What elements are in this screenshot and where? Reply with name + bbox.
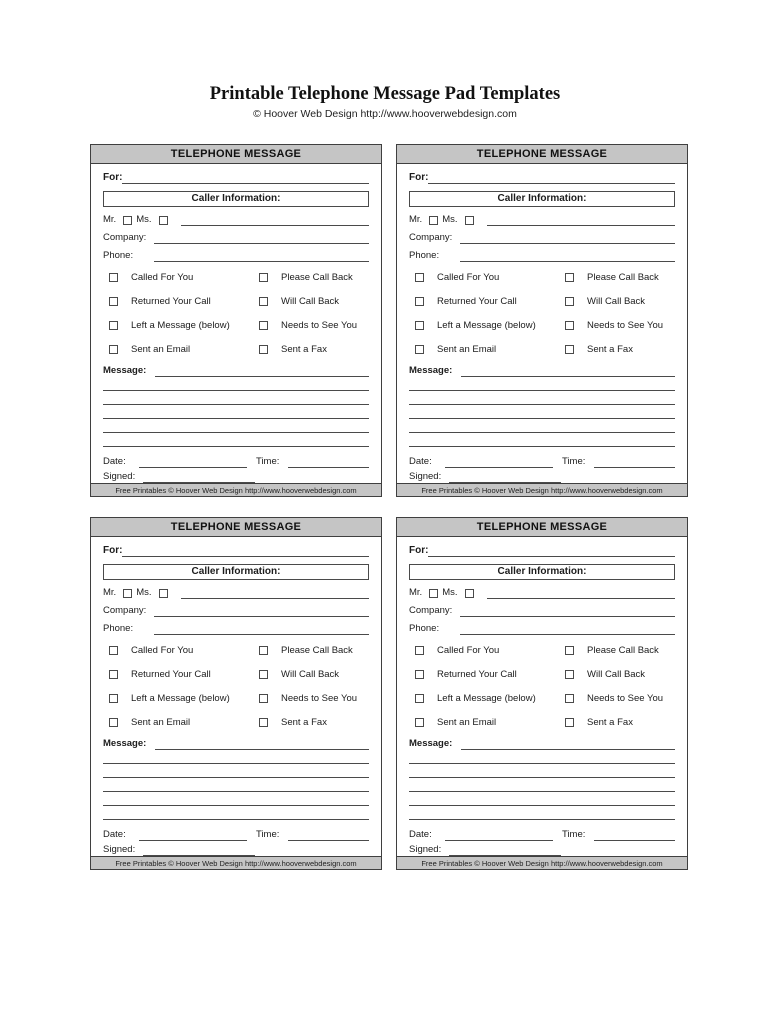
caller-name-blank-line — [487, 214, 675, 226]
form-header-bar — [397, 145, 687, 164]
mr-checkbox — [123, 589, 132, 598]
mr-label: Mr. — [409, 587, 423, 598]
sent-an-email-label: Sent an Email — [437, 344, 497, 355]
message-blank-line — [103, 778, 369, 792]
phone-label: Phone: — [409, 250, 440, 261]
returned-your-call-label: Returned Your Call — [131, 669, 211, 680]
checkbox-row — [409, 669, 675, 680]
forms-grid — [90, 144, 688, 870]
checkbox-options-group — [103, 645, 369, 728]
needs-to-see-you-checkbox — [259, 694, 268, 703]
for-label: For: — [103, 545, 123, 556]
checkbox-row — [409, 272, 675, 283]
form-footer-text: Free Printables © Hoover Web Design http://www.hooverwebdesign.com — [421, 858, 663, 868]
signed-label: Signed: — [409, 844, 442, 855]
caller-name-blank-line — [181, 214, 369, 226]
date-time-row — [103, 456, 369, 468]
message-label: Message: — [409, 365, 453, 376]
phone-label: Phone: — [103, 623, 134, 634]
company-blank-line — [460, 232, 675, 244]
date-blank-line — [445, 456, 553, 468]
form-footer-bar — [397, 483, 687, 496]
form-footer-bar — [91, 483, 381, 496]
form-header-title: TELEPHONE MESSAGE — [476, 148, 608, 160]
checkbox-row — [409, 693, 675, 704]
called-for-you-checkbox — [109, 273, 118, 282]
message-row — [409, 365, 675, 377]
time-label: Time: — [256, 829, 280, 840]
caller-name-blank-line — [487, 587, 675, 599]
message-blank-line — [461, 738, 675, 750]
called-for-you-label: Called For You — [437, 645, 500, 656]
checkbox-row — [103, 320, 369, 331]
please-call-back-checkbox — [259, 646, 268, 655]
ms-label: Ms. — [136, 214, 152, 225]
please-call-back-label: Please Call Back — [281, 645, 353, 656]
mr-label: Mr. — [103, 214, 117, 225]
signed-row — [409, 471, 675, 483]
company-row — [103, 232, 369, 244]
please-call-back-label: Please Call Back — [587, 272, 659, 283]
page-title: Printable Telephone Message Pad Templates — [209, 84, 561, 104]
please-call-back-label: Please Call Back — [587, 645, 659, 656]
signed-blank-line — [449, 471, 561, 483]
signed-label: Signed: — [409, 471, 442, 482]
checkbox-row — [409, 320, 675, 331]
message-label: Message: — [103, 738, 147, 749]
called-for-you-checkbox — [415, 273, 424, 282]
checkbox-row — [409, 645, 675, 656]
date-time-row — [409, 829, 675, 841]
called-for-you-label: Called For You — [131, 645, 194, 656]
message-blank-line — [409, 391, 675, 405]
form-footer-bar — [91, 856, 381, 869]
sent-an-email-label: Sent an Email — [131, 717, 191, 728]
ms-checkbox — [159, 589, 168, 598]
please-call-back-label: Please Call Back — [281, 272, 353, 283]
date-blank-line — [139, 456, 247, 468]
company-label: Company: — [409, 605, 453, 616]
date-blank-line — [445, 829, 553, 841]
message-blank-line — [409, 806, 675, 820]
checkbox-row — [409, 296, 675, 307]
called-for-you-checkbox — [109, 646, 118, 655]
sent-an-email-checkbox — [415, 718, 424, 727]
checkbox-row — [103, 645, 369, 656]
sent-an-email-checkbox — [109, 345, 118, 354]
returned-your-call-label: Returned Your Call — [131, 296, 211, 307]
left-a-message-checkbox — [415, 694, 424, 703]
checkbox-options-group — [409, 272, 675, 355]
needs-to-see-you-label: Needs to See You — [281, 693, 358, 704]
phone-blank-line — [154, 250, 369, 262]
caller-information-label: Caller Information: — [497, 566, 587, 577]
date-label: Date: — [409, 456, 432, 467]
form-footer-text: Free Printables © Hoover Web Design http://www.hooverwebdesign.com — [115, 485, 357, 495]
signed-row — [103, 844, 369, 856]
message-blank-line — [103, 377, 369, 391]
message-blank-line — [409, 792, 675, 806]
ms-label: Ms. — [442, 214, 458, 225]
form-header-title: TELEPHONE MESSAGE — [476, 521, 608, 533]
date-time-row — [103, 829, 369, 841]
message-row — [103, 738, 369, 750]
needs-to-see-you-checkbox — [565, 321, 574, 330]
time-blank-line — [288, 829, 369, 841]
time-blank-line — [594, 456, 675, 468]
form-header-bar — [91, 518, 381, 537]
ms-label: Ms. — [442, 587, 458, 598]
mr-checkbox — [429, 589, 438, 598]
message-label: Message: — [409, 738, 453, 749]
telephone-message-form — [396, 517, 688, 870]
sent-a-fax-checkbox — [259, 345, 268, 354]
telephone-message-form — [90, 144, 382, 497]
message-blank-line — [103, 792, 369, 806]
checkbox-row — [103, 272, 369, 283]
message-blank-line — [409, 419, 675, 433]
salutation-row — [409, 214, 675, 226]
returned-your-call-checkbox — [415, 670, 424, 679]
message-blank-line — [409, 433, 675, 447]
checkbox-row — [409, 717, 675, 728]
ms-label: Ms. — [136, 587, 152, 598]
checkbox-row — [103, 693, 369, 704]
mr-label: Mr. — [409, 214, 423, 225]
checkbox-options-group — [103, 272, 369, 355]
message-blank-line — [103, 391, 369, 405]
needs-to-see-you-checkbox — [565, 694, 574, 703]
returned-your-call-checkbox — [109, 297, 118, 306]
left-a-message-label: Left a Message (below) — [437, 693, 536, 704]
sent-a-fax-label: Sent a Fax — [281, 717, 327, 728]
phone-label: Phone: — [103, 250, 134, 261]
mr-checkbox — [123, 216, 132, 225]
phone-label: Phone: — [409, 623, 440, 634]
called-for-you-label: Called For You — [131, 272, 194, 283]
will-call-back-checkbox — [565, 297, 574, 306]
sent-a-fax-checkbox — [565, 345, 574, 354]
form-header-title: TELEPHONE MESSAGE — [170, 521, 302, 533]
sent-an-email-checkbox — [415, 345, 424, 354]
company-row — [103, 605, 369, 617]
ms-checkbox — [159, 216, 168, 225]
date-label: Date: — [103, 829, 126, 840]
for-blank-line — [122, 172, 369, 184]
phone-row — [103, 250, 369, 262]
form-footer-bar — [397, 856, 687, 869]
please-call-back-checkbox — [259, 273, 268, 282]
for-label: For: — [409, 172, 429, 183]
will-call-back-checkbox — [565, 670, 574, 679]
telephone-message-form — [90, 517, 382, 870]
company-row — [409, 232, 675, 244]
time-blank-line — [288, 456, 369, 468]
page-header — [0, 84, 770, 120]
message-blank-line — [103, 806, 369, 820]
sent-an-email-label: Sent an Email — [131, 344, 191, 355]
sent-an-email-label: Sent an Email — [437, 717, 497, 728]
signed-blank-line — [143, 844, 255, 856]
sent-an-email-checkbox — [109, 718, 118, 727]
signed-blank-line — [449, 844, 561, 856]
message-blank-line — [409, 750, 675, 764]
company-row — [409, 605, 675, 617]
message-blank-line — [155, 365, 369, 377]
for-row — [409, 545, 675, 557]
message-blank-line — [103, 419, 369, 433]
signed-label: Signed: — [103, 844, 136, 855]
form-footer-text: Free Printables © Hoover Web Design http://www.hooverwebdesign.com — [421, 485, 663, 495]
phone-row — [409, 250, 675, 262]
caller-information-header — [103, 191, 369, 207]
mr-checkbox — [429, 216, 438, 225]
needs-to-see-you-label: Needs to See You — [587, 320, 664, 331]
message-blank-line — [461, 365, 675, 377]
signed-blank-line — [143, 471, 255, 483]
checkbox-row — [103, 296, 369, 307]
message-row — [103, 365, 369, 377]
returned-your-call-label: Returned Your Call — [437, 296, 517, 307]
sent-a-fax-label: Sent a Fax — [587, 344, 633, 355]
signed-row — [103, 471, 369, 483]
company-label: Company: — [103, 232, 147, 243]
message-label: Message: — [103, 365, 147, 376]
signed-label: Signed: — [103, 471, 136, 482]
for-blank-line — [428, 545, 675, 557]
for-row — [409, 172, 675, 184]
page-subtitle: © Hoover Web Design http://www.hooverwebdesign.com — [253, 108, 517, 120]
left-a-message-label: Left a Message (below) — [437, 320, 536, 331]
for-blank-line — [428, 172, 675, 184]
company-blank-line — [154, 605, 369, 617]
message-blank-line — [155, 738, 369, 750]
ms-checkbox — [465, 216, 474, 225]
salutation-row — [103, 214, 369, 226]
caller-information-header — [409, 564, 675, 580]
phone-blank-line — [154, 623, 369, 635]
salutation-row — [103, 587, 369, 599]
company-blank-line — [460, 605, 675, 617]
for-label: For: — [409, 545, 429, 556]
phone-row — [409, 623, 675, 635]
caller-information-label: Caller Information: — [191, 566, 281, 577]
message-blank-line — [409, 778, 675, 792]
phone-row — [103, 623, 369, 635]
date-label: Date: — [103, 456, 126, 467]
please-call-back-checkbox — [565, 646, 574, 655]
returned-your-call-checkbox — [415, 297, 424, 306]
returned-your-call-checkbox — [109, 670, 118, 679]
salutation-row — [409, 587, 675, 599]
left-a-message-checkbox — [109, 694, 118, 703]
message-blank-line — [409, 377, 675, 391]
will-call-back-checkbox — [259, 297, 268, 306]
will-call-back-label: Will Call Back — [281, 669, 340, 680]
caller-information-header — [103, 564, 369, 580]
called-for-you-label: Called For You — [437, 272, 500, 283]
form-header-bar — [397, 518, 687, 537]
for-row — [103, 545, 369, 557]
date-time-row — [409, 456, 675, 468]
called-for-you-checkbox — [415, 646, 424, 655]
message-blank-line — [103, 405, 369, 419]
time-label: Time: — [256, 456, 280, 467]
message-blank-line — [409, 764, 675, 778]
company-blank-line — [154, 232, 369, 244]
time-blank-line — [594, 829, 675, 841]
sent-a-fax-checkbox — [259, 718, 268, 727]
needs-to-see-you-label: Needs to See You — [587, 693, 664, 704]
message-blank-line — [103, 433, 369, 447]
will-call-back-label: Will Call Back — [587, 296, 646, 307]
checkbox-row — [103, 344, 369, 355]
caller-information-header — [409, 191, 675, 207]
checkbox-row — [103, 717, 369, 728]
message-blank-line — [103, 750, 369, 764]
will-call-back-checkbox — [259, 670, 268, 679]
for-label: For: — [103, 172, 123, 183]
sent-a-fax-checkbox — [565, 718, 574, 727]
telephone-message-form — [396, 144, 688, 497]
caller-name-blank-line — [181, 587, 369, 599]
needs-to-see-you-label: Needs to See You — [281, 320, 358, 331]
checkbox-row — [409, 344, 675, 355]
time-label: Time: — [562, 829, 586, 840]
sent-a-fax-label: Sent a Fax — [281, 344, 327, 355]
left-a-message-label: Left a Message (below) — [131, 693, 230, 704]
sent-a-fax-label: Sent a Fax — [587, 717, 633, 728]
left-a-message-checkbox — [415, 321, 424, 330]
left-a-message-label: Left a Message (below) — [131, 320, 230, 331]
caller-information-label: Caller Information: — [191, 193, 281, 204]
company-label: Company: — [103, 605, 147, 616]
please-call-back-checkbox — [565, 273, 574, 282]
caller-information-label: Caller Information: — [497, 193, 587, 204]
phone-blank-line — [460, 250, 675, 262]
message-blank-line — [103, 764, 369, 778]
left-a-message-checkbox — [109, 321, 118, 330]
will-call-back-label: Will Call Back — [281, 296, 340, 307]
checkbox-options-group — [409, 645, 675, 728]
time-label: Time: — [562, 456, 586, 467]
will-call-back-label: Will Call Back — [587, 669, 646, 680]
message-row — [409, 738, 675, 750]
signed-row — [409, 844, 675, 856]
form-footer-text: Free Printables © Hoover Web Design http://www.hooverwebdesign.com — [115, 858, 357, 868]
for-row — [103, 172, 369, 184]
checkbox-row — [103, 669, 369, 680]
date-blank-line — [139, 829, 247, 841]
for-blank-line — [122, 545, 369, 557]
company-label: Company: — [409, 232, 453, 243]
form-header-bar — [91, 145, 381, 164]
returned-your-call-label: Returned Your Call — [437, 669, 517, 680]
mr-label: Mr. — [103, 587, 117, 598]
form-header-title: TELEPHONE MESSAGE — [170, 148, 302, 160]
ms-checkbox — [465, 589, 474, 598]
phone-blank-line — [460, 623, 675, 635]
message-blank-line — [409, 405, 675, 419]
date-label: Date: — [409, 829, 432, 840]
needs-to-see-you-checkbox — [259, 321, 268, 330]
